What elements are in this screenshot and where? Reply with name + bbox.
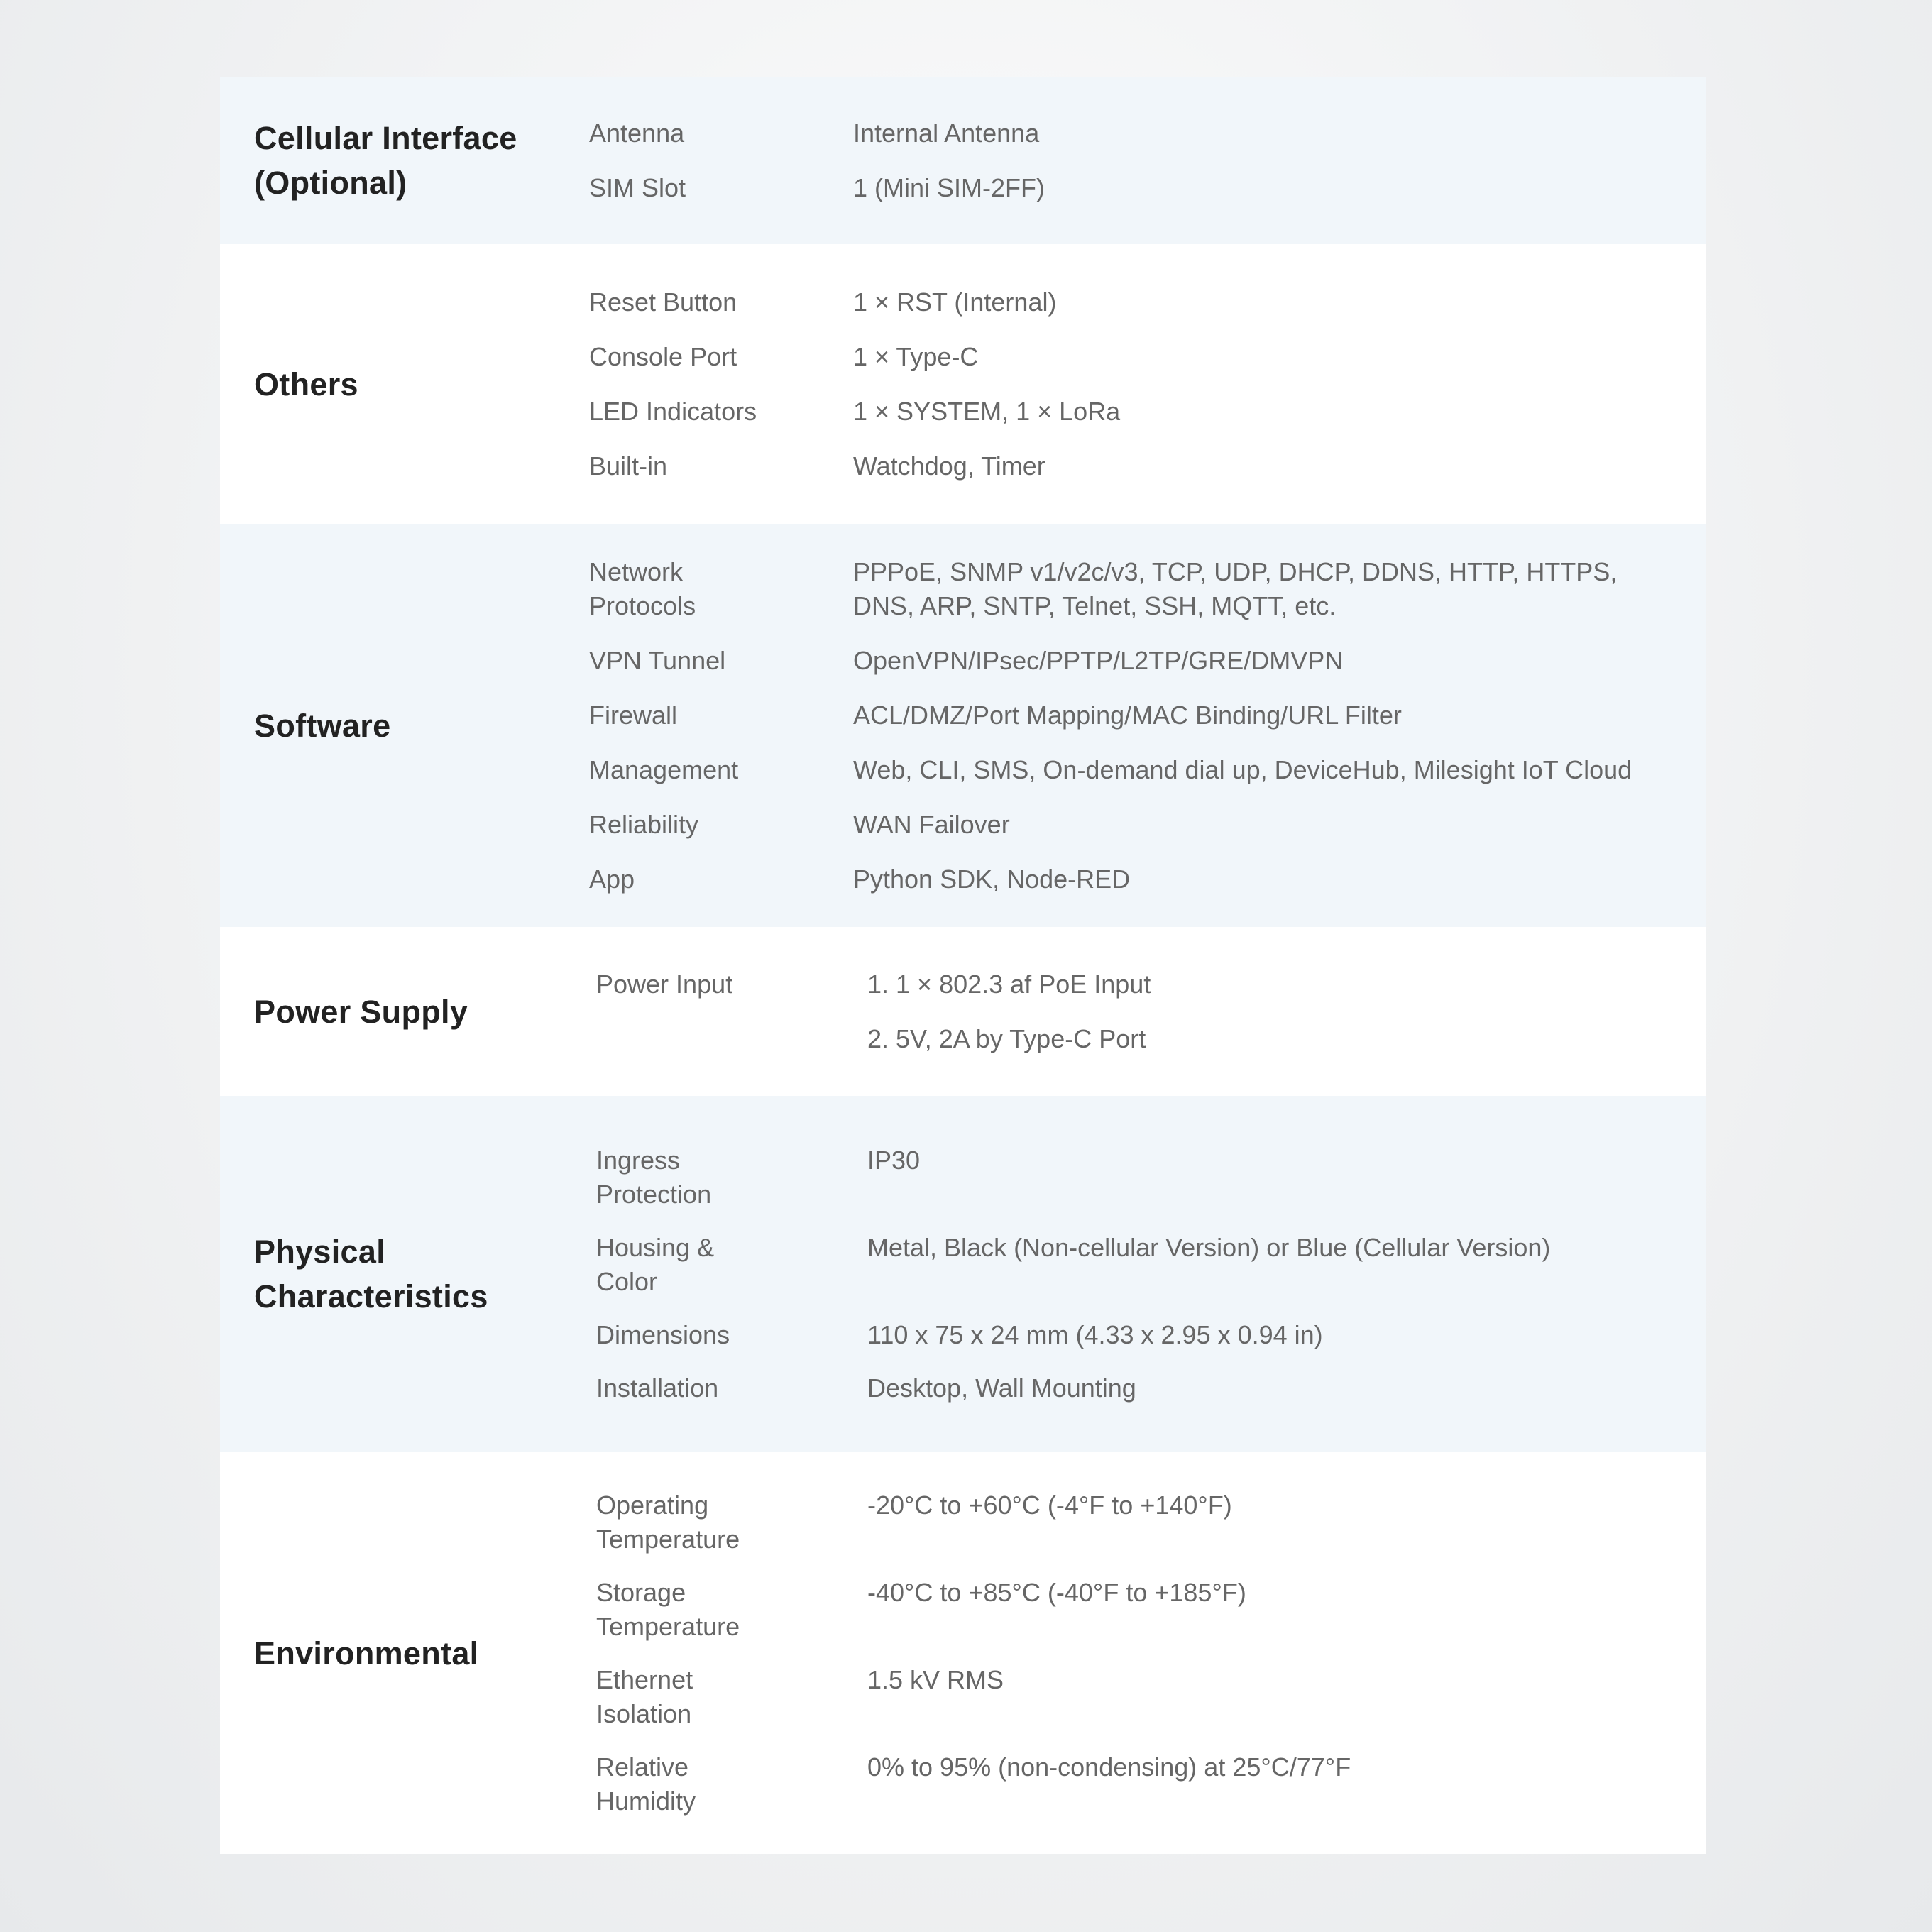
section-rows — [589, 1488, 1706, 1818]
spec-label: Ethernet Isolation — [596, 1664, 693, 1728]
spec-value: 1 × RST (Internal) — [853, 287, 1057, 317]
section-title: Environmental — [254, 1635, 479, 1672]
spec-value-line: 2. 5V, 2A by Type-C Port — [867, 1023, 1146, 1053]
spec-row — [589, 698, 1706, 732]
spec-label: Console Port — [589, 341, 737, 371]
spec-row — [589, 753, 1706, 787]
spec-value-line: 1. 1 × 802.3 af PoE Input — [867, 969, 1151, 999]
spec-value: 1 (Mini SIM-2FF) — [853, 172, 1045, 202]
spec-label: Reset Button — [589, 287, 737, 317]
spec-label: LED Indicators — [589, 396, 757, 426]
spec-label: Antenna — [589, 118, 685, 148]
spec-value: WAN Failover — [853, 809, 1010, 839]
section-environmental — [220, 1452, 1706, 1854]
spec-value: -20°C to +60°C (-4°F to +140°F) — [867, 1490, 1232, 1520]
spec-value: 1.5 kV RMS — [867, 1664, 1004, 1694]
section-rows — [589, 967, 1706, 1056]
section-title: Others — [254, 366, 358, 402]
spec-row — [589, 116, 1706, 150]
spec-value: PPPoE, SNMP v1/v2c/v3, TCP, UDP, DHCP, DDNS, HTTP, HTTPS, DNS, ARP, SNTP, Telnet, SSH, MQTT, etc. — [853, 556, 1618, 620]
section-cellular-interface — [220, 77, 1706, 244]
spec-label: Built-in — [589, 451, 668, 481]
spec-label: Dimensions — [596, 1319, 730, 1349]
spec-label: VPN Tunnel — [589, 645, 726, 675]
spec-label: Power Input — [596, 969, 733, 999]
spec-value: 110 x 75 x 24 mm (4.33 x 2.95 x 0.94 in) — [867, 1319, 1323, 1349]
spec-row — [596, 1143, 1706, 1212]
spec-label: Ingress Protection — [596, 1145, 712, 1209]
spec-value: 1 × Type-C — [853, 341, 979, 371]
section-rows — [589, 555, 1706, 896]
section-title: Cellular Interface (Optional) — [254, 120, 517, 201]
spec-row — [596, 1371, 1706, 1405]
section-physical-characteristics — [220, 1096, 1706, 1452]
spec-value: Metal, Black (Non-cellular Version) or Blue (Cellular Version) — [867, 1232, 1551, 1262]
section-rows — [589, 116, 1706, 205]
section-rows — [589, 1143, 1706, 1405]
section-rows — [589, 285, 1706, 483]
spec-value: 1 × SYSTEM, 1 × LoRa — [853, 396, 1121, 426]
spec-value: Watchdog, Timer — [853, 451, 1045, 481]
spec-value: Desktop, Wall Mounting — [867, 1373, 1136, 1403]
spec-label: Installation — [596, 1373, 719, 1403]
spec-row — [589, 862, 1706, 896]
section-software — [220, 524, 1706, 927]
spec-label: Housing & Color — [596, 1232, 715, 1296]
spec-row — [596, 1488, 1706, 1557]
spec-row — [589, 449, 1706, 483]
spec-value: IP30 — [867, 1145, 921, 1175]
spec-value: Python SDK, Node-RED — [853, 864, 1131, 894]
spec-value: OpenVPN/IPsec/PPTP/L2TP/GRE/DMVPN — [853, 645, 1344, 675]
spec-label: Operating Temperature — [596, 1490, 740, 1554]
spec-value — [867, 967, 1706, 1056]
spec-row — [589, 395, 1706, 429]
spec-row — [589, 340, 1706, 374]
spec-row — [589, 808, 1706, 842]
spec-label: Network Protocols — [589, 556, 696, 620]
section-title: Physical Characteristics — [254, 1234, 488, 1314]
spec-row — [596, 1318, 1706, 1352]
section-title: Power Supply — [254, 993, 468, 1030]
spec-value: ACL/DMZ/Port Mapping/MAC Binding/URL Filter — [853, 700, 1402, 730]
section-others — [220, 244, 1706, 524]
spec-value: Web, CLI, SMS, On-demand dial up, DeviceHub, Milesight IoT Cloud — [853, 754, 1632, 784]
section-power-supply — [220, 927, 1706, 1096]
spec-row — [596, 1750, 1706, 1818]
spec-row — [589, 555, 1706, 623]
spec-label: Storage Temperature — [596, 1577, 740, 1641]
spec-value: Internal Antenna — [853, 118, 1040, 148]
spec-label: Reliability — [589, 809, 699, 839]
spec-row — [589, 171, 1706, 205]
spec-label: Firewall — [589, 700, 678, 730]
spec-row — [596, 967, 1706, 1056]
section-title: Software — [254, 707, 391, 744]
spec-label: App — [589, 864, 635, 894]
spec-label: Management — [589, 754, 739, 784]
spec-row — [596, 1231, 1706, 1299]
spec-value: -40°C to +85°C (-40°F to +185°F) — [867, 1577, 1246, 1607]
spec-table — [220, 77, 1706, 1854]
spec-label: Relative Humidity — [596, 1752, 696, 1816]
spec-row — [596, 1663, 1706, 1731]
spec-row — [589, 285, 1706, 319]
spec-value: 0% to 95% (non-condensing) at 25°C/77°F — [867, 1752, 1351, 1782]
spec-label: SIM Slot — [589, 172, 686, 202]
spec-row — [589, 644, 1706, 678]
spec-row — [596, 1576, 1706, 1644]
